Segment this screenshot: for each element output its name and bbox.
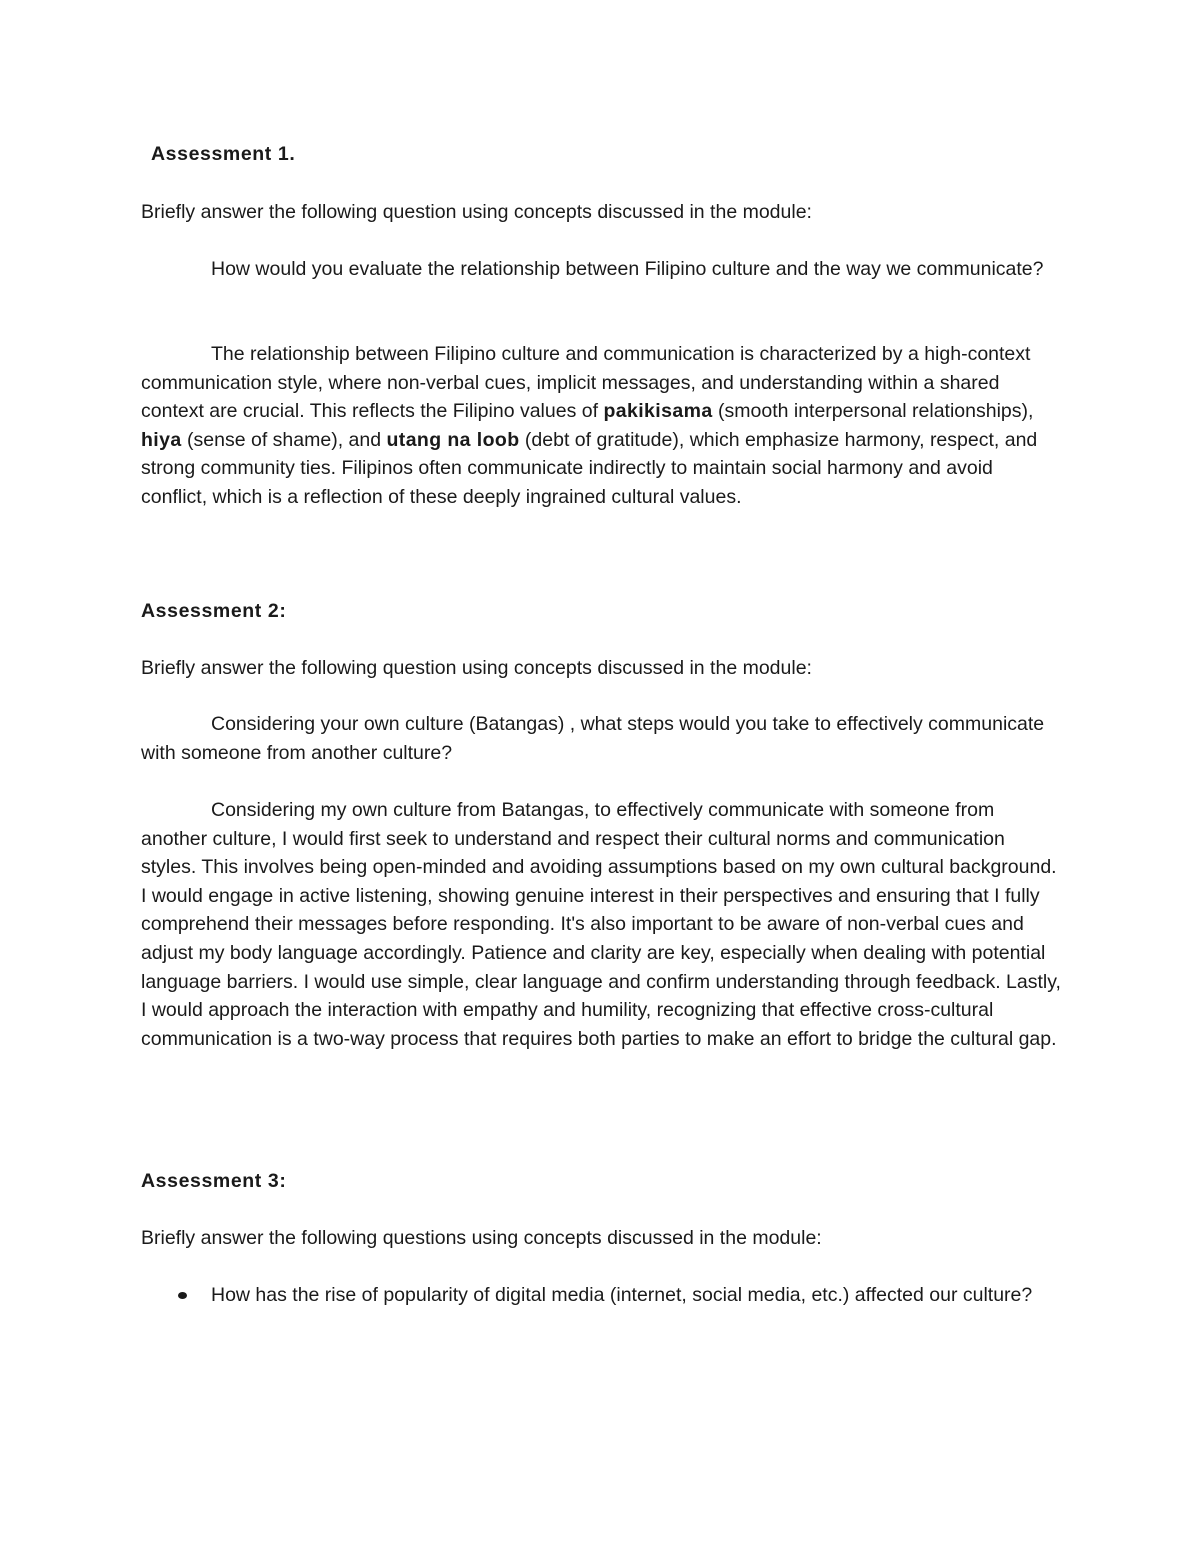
- assessment-3-instruction: Briefly answer the following questions using concepts discussed in the module:: [141, 1227, 822, 1249]
- assessment-3-bullet-item: [141, 1281, 1061, 1310]
- term-pakikisama: pakikisama: [603, 400, 713, 423]
- assessment-2-instruction: Briefly answer the following question using concepts discussed in the module:: [141, 657, 812, 679]
- answer-text: The relationship between Filipino culture and communication is characterized by a high-context communication style, where non-verbal cues, implicit messages, and understanding within a shared context are crucial. This reflects the Filipino values of: [141, 343, 1031, 423]
- answer-text: (debt of gratitude), which emphasize harmony, respect, and strong community ties. Filipinos often communicate indirectly to maintain social harmony and avoid conflict, which is a reflection of these deeply ingrained cultural values.: [141, 428, 1038, 508]
- bullet-text: How has the rise of popularity of digital media (internet, social media, etc.) affected our culture?: [211, 1284, 1033, 1306]
- assessment-2-answer: Considering my own culture from Batangas, to effectively communicate with someone from another culture, I would first seek to understand and respect their cultural norms and communication styles. This involves being open-minded and avoiding assumptions based on my own cultural background. I would engage in active listening, showing genuine interest in their perspectives and ensuring that I fully comprehend their messages before responding. It's also important to be aware of non-verbal cues and adjust my body language accordingly. Patience and clarity are key, especially when dealing with potential language barriers. I would use simple, clear language and confirm understanding through feedback. Lastly, I would approach the interaction with empathy and humility, recognizing that effective cross-cultural communication is a two-way process that requires both parties to make an effort to bridge the cultural gap.: [141, 799, 1061, 1050]
- assessment-1-heading: Assessment 1.: [151, 143, 296, 165]
- answer-text: (smooth interpersonal relationships),: [712, 400, 1034, 423]
- assessment-2-heading: Assessment 2:: [141, 600, 287, 622]
- term-utang-na-loob: utang na loob: [386, 428, 520, 451]
- bullet-icon: [178, 1292, 187, 1299]
- assessment-1-instruction: Briefly answer the following question using concepts discussed in the module:: [141, 201, 812, 223]
- term-hiya: hiya: [141, 428, 182, 451]
- assessment-2-question: Considering your own culture (Batangas) , what steps would you take to effectively communicate with someone from another culture?: [141, 713, 1045, 764]
- assessment-1-answer: [141, 340, 1061, 512]
- assessment-3-heading: Assessment 3:: [141, 1170, 287, 1192]
- answer-text: (sense of shame), and: [181, 428, 387, 451]
- assessment-1-question: How would you evaluate the relationship between Filipino culture and the way we communicate?: [211, 258, 1044, 280]
